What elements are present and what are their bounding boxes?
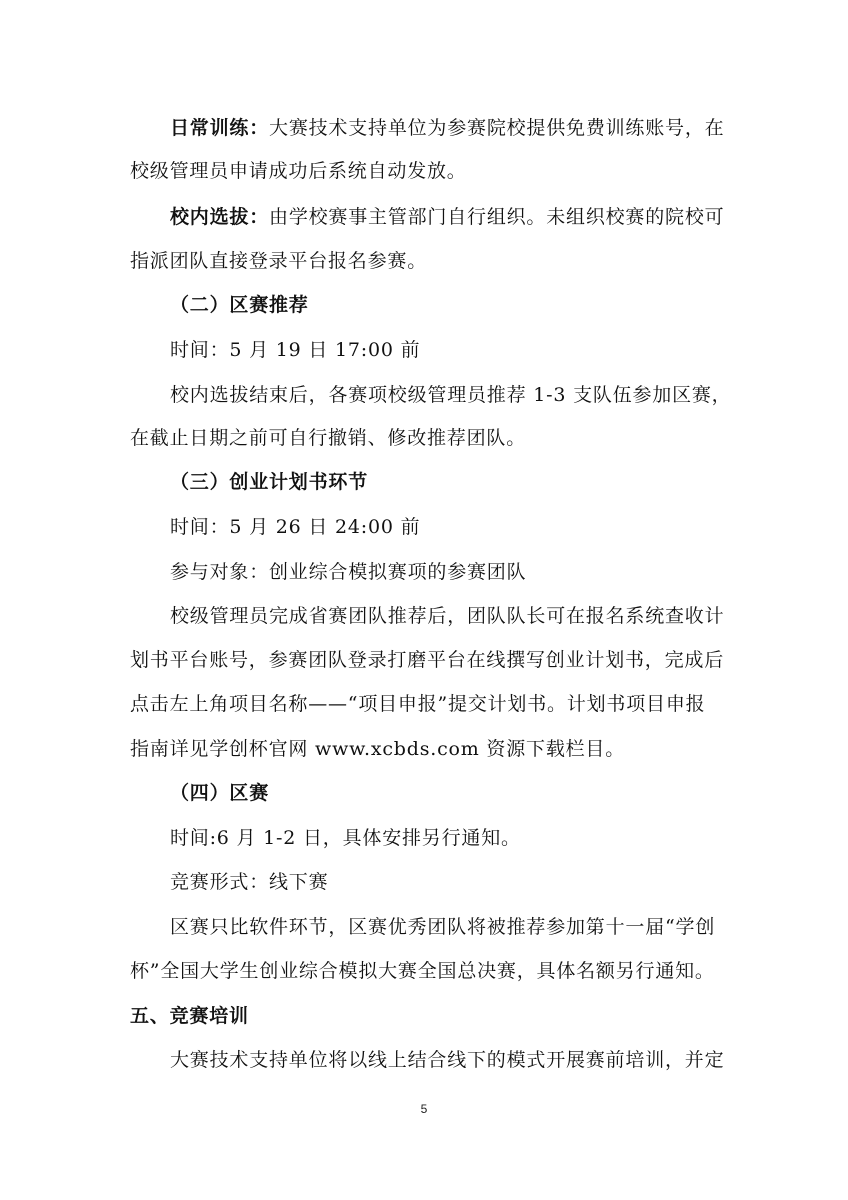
text-line: 校内选拔结束后，各赛项校级管理员推荐 1-3 支队伍参加区赛， bbox=[170, 384, 732, 406]
text-line: 杯”全国大学生创业综合模拟大赛全国总决赛，具体名额另行通知。 bbox=[130, 960, 715, 982]
paragraph-daily-training bbox=[170, 116, 724, 140]
text-line: 参与对象：创业综合模拟赛项的参赛团队 bbox=[170, 561, 527, 583]
text-line: 时间:6 月 1-2 日，具体安排另行通知。 bbox=[170, 827, 521, 849]
text-line: 大赛技术支持单位为参赛院校提供免费训练账号，在 bbox=[269, 117, 725, 139]
paragraph-campus-selection bbox=[170, 205, 724, 229]
text-line: 由学校赛事主管部门自行组织。未组织校赛的院校可 bbox=[269, 206, 725, 228]
text-line: 区赛只比软件环节，区赛优秀团队将被推荐参加第十一届“学创 bbox=[170, 916, 716, 938]
section-heading-regional-recommendation: （二）区赛推荐 bbox=[170, 294, 309, 316]
text-line: 竞赛形式：线下赛 bbox=[170, 871, 329, 893]
section-heading-regional-contest: （四）区赛 bbox=[170, 782, 270, 804]
text-line: 校级管理员完成省赛团队推荐后，团队队长可在报名系统查收计 bbox=[170, 605, 725, 627]
lead-campus-selection: 校内选拔： bbox=[170, 206, 270, 228]
text-line: 指南详见学创杯官网 www.xcbds.com 资源下载栏目。 bbox=[130, 738, 626, 760]
section-heading-training: 五、竞赛培训 bbox=[130, 1005, 249, 1027]
section-heading-business-plan: （三）创业计划书环节 bbox=[170, 471, 369, 493]
text-line: 时间：5 月 26 日 24:00 前 bbox=[170, 516, 421, 538]
text-line: 时间：5 月 19 日 17:00 前 bbox=[170, 339, 421, 361]
text-line: 指派团队直接登录平台报名参赛。 bbox=[130, 250, 428, 272]
text-line: 点击左上角项目名称——“项目申报”提交计划书。计划书项目申报 bbox=[130, 693, 706, 715]
text-line: 大赛技术支持单位将以线上结合线下的模式开展赛前培训，并定 bbox=[170, 1049, 725, 1071]
text-line: 校级管理员申请成功后系统自动发放。 bbox=[130, 160, 467, 182]
lead-daily-training: 日常训练： bbox=[170, 117, 270, 139]
page-number: 5 bbox=[420, 1102, 428, 1116]
text-line: 划书平台账号，参赛团队登录打磨平台在线撰写创业计划书，完成后 bbox=[130, 649, 725, 671]
text-line: 在截止日期之前可自行撤销、修改推荐团队。 bbox=[130, 427, 527, 449]
